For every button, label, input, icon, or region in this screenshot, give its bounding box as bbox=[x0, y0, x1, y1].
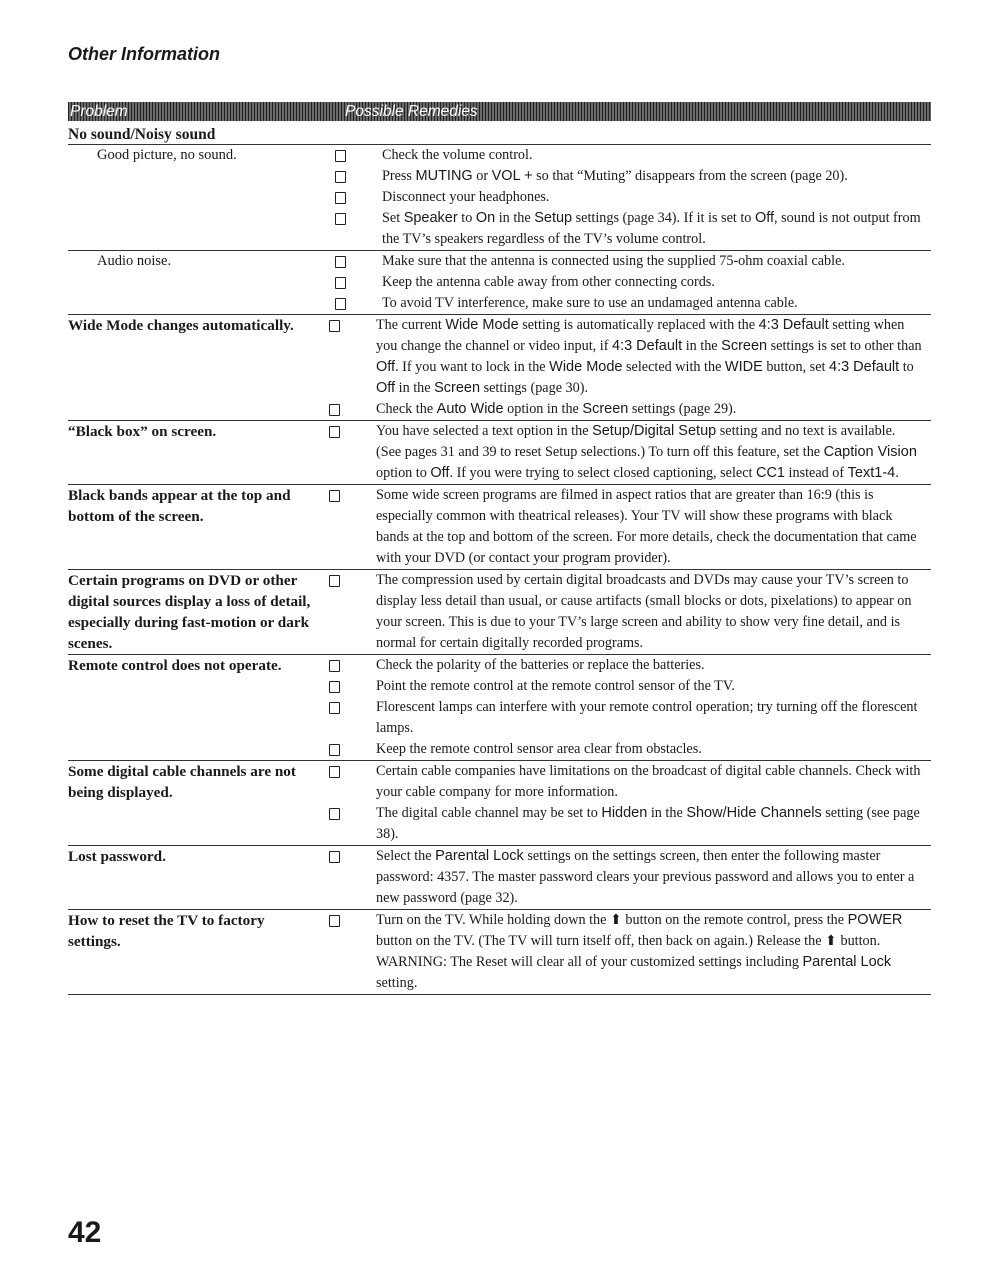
remedy-segment: The compression used by certain digital broadcasts and DVDs may cause your TV’s screen to display less detail than usual, or cause artifacts (small blocks or dots, pixelations) to appear on your screen. This is due to your TV’s large screen and ability to show very fine detail, and is normal for certain digitally recorded programs. bbox=[376, 572, 912, 651]
section-title: Other Information bbox=[68, 44, 220, 64]
remedy-segment: in the bbox=[395, 380, 435, 396]
remedy-text bbox=[376, 739, 931, 760]
remedy-segment: Keep the remote control sensor area clear from obstacles. bbox=[376, 741, 702, 757]
menu-term: Setup bbox=[534, 210, 573, 226]
problem-cell: Lost password. bbox=[68, 848, 166, 865]
remedy-text bbox=[376, 910, 931, 994]
remedy-item bbox=[332, 166, 931, 187]
checkbox-bullet-icon bbox=[326, 803, 376, 845]
remedy-item bbox=[326, 739, 931, 760]
remedy-text bbox=[382, 272, 931, 293]
problem-cell: Audio noise. bbox=[97, 253, 172, 269]
remedy-segment: . bbox=[895, 465, 899, 481]
remedy-segment: button on the TV. (The TV will turn itself off, then back on again.) Release the ⬆ button. WARNING: The Reset will clear all of your customized settings including bbox=[376, 933, 881, 970]
remedy-text bbox=[376, 697, 931, 739]
remedies-cell bbox=[332, 251, 931, 314]
menu-term: Wide Mode bbox=[549, 359, 623, 375]
remedy-segment: , sound is not output from the TV’s speakers regardless of the TV’s volume control. bbox=[382, 210, 921, 247]
checkbox-bullet-icon bbox=[332, 145, 382, 166]
remedy-segment: instead of bbox=[785, 465, 848, 481]
remedy-text bbox=[382, 208, 931, 250]
checkbox-bullet-icon bbox=[326, 761, 376, 803]
checkbox-bullet-icon bbox=[326, 697, 376, 739]
remedy-text bbox=[376, 421, 931, 484]
remedy-item bbox=[332, 208, 931, 250]
remedy-segment: setting when you change the channel or video input, if bbox=[376, 317, 905, 354]
table-row bbox=[68, 420, 931, 484]
table-row bbox=[68, 250, 931, 314]
menu-term: On bbox=[475, 210, 496, 226]
problem-cell: Some digital cable channels are not being displayed. bbox=[68, 763, 296, 801]
table-row bbox=[68, 314, 931, 420]
remedy-item bbox=[326, 910, 931, 994]
table-row bbox=[68, 569, 931, 654]
menu-term: Parental Lock bbox=[802, 954, 892, 970]
menu-term: WIDE bbox=[724, 359, 763, 375]
menu-term: Screen bbox=[721, 338, 768, 354]
remedy-segment: . If you want to lock in the bbox=[395, 359, 550, 375]
remedy-segment: You have selected a text option in the bbox=[376, 423, 593, 439]
checkbox-bullet-icon bbox=[332, 272, 382, 293]
problem-cell: Certain programs on DVD or other digital sources display a loss of detail, especially during fast-motion or dark scenes. bbox=[68, 572, 311, 652]
menu-term: Text1-4 bbox=[847, 465, 896, 481]
troubleshooting-table bbox=[68, 124, 931, 995]
table-header bbox=[68, 102, 931, 121]
remedy-segment: Select the bbox=[376, 848, 436, 864]
remedy-segment: The current bbox=[376, 317, 446, 333]
menu-term: Off bbox=[376, 380, 396, 396]
remedy-segment: Turn on the TV. While holding down the ⬆ button on the remote control, press the bbox=[376, 912, 848, 928]
remedy-text bbox=[382, 187, 931, 208]
menu-term: Show/Hide Channels bbox=[686, 805, 822, 821]
remedy-segment: settings is set to other than bbox=[767, 338, 922, 354]
remedy-item bbox=[332, 251, 931, 272]
problem-cell: Remote control does not operate. bbox=[68, 657, 282, 674]
remedy-item bbox=[326, 697, 931, 739]
remedy-text bbox=[376, 315, 931, 399]
problem-cell: Wide Mode changes automatically. bbox=[68, 317, 294, 334]
remedy-segment: Set bbox=[382, 210, 404, 226]
remedy-segment: to bbox=[899, 359, 914, 375]
menu-term: Screen bbox=[434, 380, 481, 396]
table-row bbox=[68, 845, 931, 909]
remedies-cell bbox=[332, 145, 931, 250]
remedy-segment: The digital cable channel may be set to bbox=[376, 805, 602, 821]
menu-term: Caption Vision bbox=[823, 444, 917, 460]
table-row bbox=[68, 760, 931, 845]
group-heading: No sound/Noisy sound bbox=[68, 126, 216, 143]
remedy-text bbox=[376, 803, 931, 845]
remedy-segment: in the bbox=[647, 805, 687, 821]
remedy-segment: selected with the bbox=[622, 359, 725, 375]
remedy-text bbox=[376, 570, 931, 654]
remedy-segment: setting and no text is available. (See pages 31 and 39 to reset Setup selections.) To turn off this feature, set the bbox=[376, 423, 896, 460]
remedy-segment: setting is automatically replaced with the bbox=[518, 317, 759, 333]
checkbox-bullet-icon bbox=[332, 187, 382, 208]
remedy-segment: button, set bbox=[762, 359, 829, 375]
remedy-text bbox=[382, 166, 931, 187]
remedies-cell bbox=[326, 846, 931, 909]
header-remedies: Possible Remedies bbox=[345, 103, 478, 120]
remedy-text bbox=[376, 485, 931, 569]
menu-term: Off bbox=[376, 359, 396, 375]
table-row bbox=[68, 909, 931, 994]
table-row bbox=[68, 484, 931, 569]
checkbox-bullet-icon bbox=[326, 676, 376, 697]
remedy-segment: Point the remote control at the remote control sensor of the TV. bbox=[376, 678, 735, 694]
checkbox-bullet-icon bbox=[326, 315, 376, 399]
checkbox-bullet-icon bbox=[326, 655, 376, 676]
menu-term: Setup/Digital Setup bbox=[592, 423, 717, 439]
remedy-segment: Keep the antenna cable away from other connecting cords. bbox=[382, 274, 715, 290]
remedy-item bbox=[332, 145, 931, 166]
remedies-cell bbox=[326, 421, 931, 484]
menu-term: Wide Mode bbox=[445, 317, 519, 333]
menu-term: 4:3 Default bbox=[829, 359, 900, 375]
menu-term: Off bbox=[430, 465, 450, 481]
remedy-segment: Check the polarity of the batteries or replace the batteries. bbox=[376, 657, 705, 673]
remedy-segment: Some wide screen programs are filmed in aspect ratios that are greater than 16:9 (this is especially common with theatrical releases). Your TV will show these programs with black bands at the top and bottom of the screen. For more details, check the documentation that came with your DVD (or contact your program provider). bbox=[376, 487, 917, 566]
remedy-item bbox=[326, 761, 931, 803]
remedy-segment: settings (page 34). If it is set to bbox=[572, 210, 755, 226]
checkbox-bullet-icon bbox=[326, 485, 376, 569]
remedy-segment: or bbox=[472, 168, 492, 184]
remedy-item bbox=[332, 293, 931, 314]
table-row bbox=[68, 654, 931, 760]
remedies-cell bbox=[326, 910, 931, 994]
menu-term: POWER bbox=[847, 912, 903, 928]
remedy-text bbox=[382, 145, 931, 166]
remedy-item bbox=[326, 570, 931, 654]
remedy-segment: in the bbox=[682, 338, 722, 354]
menu-term: Auto Wide bbox=[436, 401, 504, 417]
problem-cell: Black bands appear at the top and bottom of the screen. bbox=[68, 487, 291, 525]
menu-term: Off bbox=[754, 210, 775, 226]
table-row bbox=[68, 144, 931, 250]
checkbox-bullet-icon bbox=[326, 421, 376, 484]
remedy-segment: Disconnect your headphones. bbox=[382, 189, 550, 205]
menu-term: VOL + bbox=[491, 168, 533, 184]
remedy-segment: Certain cable companies have limitations on the broadcast of digital cable channels. Check with your cable company for more information. bbox=[376, 763, 921, 800]
remedy-item bbox=[326, 399, 931, 420]
menu-term: Parental Lock bbox=[435, 848, 524, 864]
remedy-item bbox=[332, 272, 931, 293]
remedies-cell bbox=[326, 485, 931, 569]
remedy-segment: Press bbox=[382, 168, 416, 184]
menu-term: Hidden bbox=[601, 805, 648, 821]
remedy-segment: setting (see page 38). bbox=[376, 805, 920, 842]
table-bottom-rule bbox=[68, 994, 931, 995]
remedy-segment: to bbox=[457, 210, 476, 226]
checkbox-bullet-icon bbox=[326, 846, 376, 909]
remedy-item bbox=[326, 803, 931, 845]
checkbox-bullet-icon bbox=[326, 739, 376, 760]
remedy-segment: Florescent lamps can interfere with your remote control operation; try turning off the florescent lamps. bbox=[376, 699, 918, 736]
remedies-cell bbox=[326, 570, 931, 654]
remedy-segment: option to bbox=[376, 465, 431, 481]
remedy-segment: Check the volume control. bbox=[382, 147, 533, 163]
remedy-item bbox=[332, 187, 931, 208]
problem-cell: Good picture, no sound. bbox=[97, 147, 237, 163]
remedies-cell bbox=[326, 315, 931, 420]
remedy-text bbox=[376, 761, 931, 803]
menu-term: Screen bbox=[582, 401, 629, 417]
remedy-segment: Check the bbox=[376, 401, 437, 417]
remedy-item bbox=[326, 846, 931, 909]
remedy-segment: in the bbox=[495, 210, 535, 226]
remedy-item bbox=[326, 315, 931, 399]
remedy-segment: . If you were trying to select closed captioning, select bbox=[449, 465, 756, 481]
checkbox-bullet-icon bbox=[332, 293, 382, 314]
remedy-item bbox=[326, 655, 931, 676]
checkbox-bullet-icon bbox=[326, 910, 376, 994]
remedy-text bbox=[376, 655, 931, 676]
checkbox-bullet-icon bbox=[332, 208, 382, 250]
menu-term: Speaker bbox=[403, 210, 458, 226]
remedy-segment: setting. bbox=[376, 975, 418, 991]
remedies-cell bbox=[326, 655, 931, 760]
remedy-text bbox=[382, 293, 931, 314]
menu-term: 4:3 Default bbox=[758, 317, 829, 333]
remedy-segment: settings (page 30). bbox=[480, 380, 589, 396]
remedy-segment: so that “Muting” disappears from the screen (page 20). bbox=[532, 168, 848, 184]
remedy-item bbox=[326, 485, 931, 569]
checkbox-bullet-icon bbox=[332, 166, 382, 187]
menu-term: MUTING bbox=[415, 168, 473, 184]
remedy-item bbox=[326, 421, 931, 484]
remedy-segment: option in the bbox=[503, 401, 583, 417]
checkbox-bullet-icon bbox=[326, 399, 376, 420]
checkbox-bullet-icon bbox=[326, 570, 376, 654]
remedy-segment: settings (page 29). bbox=[628, 401, 737, 417]
problem-cell: How to reset the TV to factory settings. bbox=[68, 912, 265, 950]
remedies-cell bbox=[326, 761, 931, 845]
header-problem: Problem bbox=[70, 103, 128, 120]
remedy-text bbox=[376, 846, 931, 909]
page-number: 42 bbox=[68, 1216, 102, 1249]
checkbox-bullet-icon bbox=[332, 251, 382, 272]
remedy-segment: settings on the settings screen, then enter the following master password: 4357. The master password clears your previous password and allows you to enter a new password (page 32). bbox=[376, 848, 915, 906]
remedy-text bbox=[376, 676, 931, 697]
menu-term: CC1 bbox=[755, 465, 785, 481]
problem-cell: “Black box” on screen. bbox=[68, 423, 217, 440]
menu-term: 4:3 Default bbox=[612, 338, 683, 354]
remedy-text bbox=[376, 399, 931, 420]
remedy-text bbox=[382, 251, 931, 272]
remedy-item bbox=[326, 676, 931, 697]
remedy-segment: To avoid TV interference, make sure to use an undamaged antenna cable. bbox=[382, 295, 798, 311]
remedy-segment: Make sure that the antenna is connected using the supplied 75-ohm coaxial cable. bbox=[382, 253, 845, 269]
